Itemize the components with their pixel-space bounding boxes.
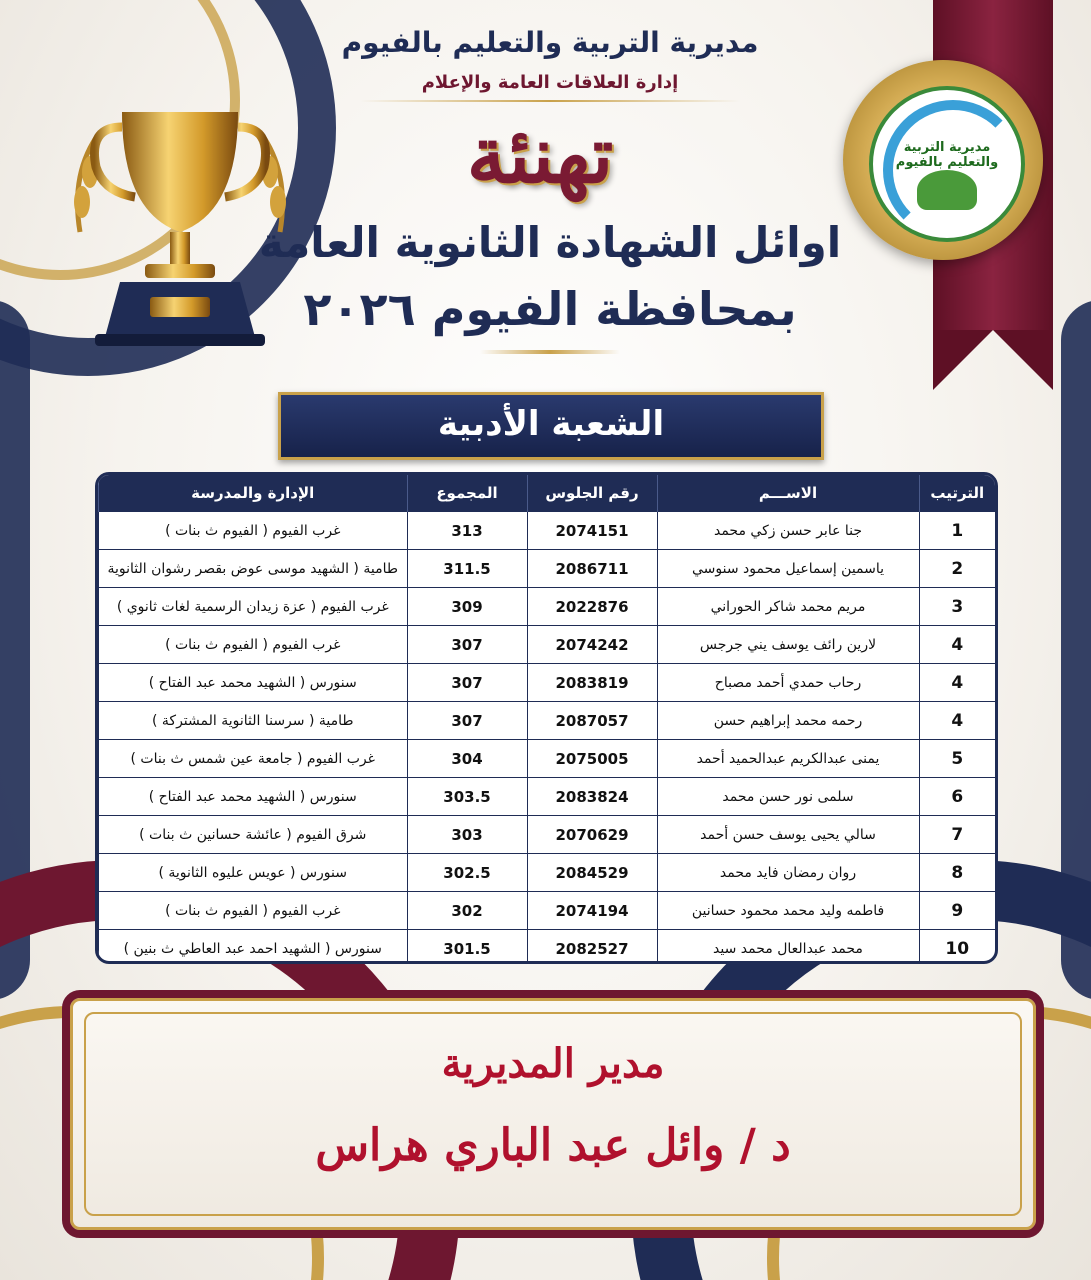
cell-rank: 5 bbox=[919, 740, 995, 778]
cell-total: 307 bbox=[407, 702, 527, 740]
table-row bbox=[99, 778, 996, 816]
column-header-seat-number: رقم الجلوس bbox=[527, 475, 657, 512]
cell-total: 304 bbox=[407, 740, 527, 778]
cell-name: محمد عبدالعال محمد سيد bbox=[657, 930, 919, 965]
cell-total: 307 bbox=[407, 664, 527, 702]
cell-total: 302 bbox=[407, 892, 527, 930]
results-table bbox=[95, 472, 998, 964]
cell-school: سنورس ( الشهيد محمد عبد الفتاح ) bbox=[99, 778, 408, 816]
cell-name: رحمه محمد إبراهيم حسن bbox=[657, 702, 919, 740]
cell-rank: 8 bbox=[919, 854, 995, 892]
cell-total: 303.5 bbox=[407, 778, 527, 816]
plant-icon bbox=[917, 170, 977, 210]
cell-total: 307 bbox=[407, 626, 527, 664]
table-row bbox=[99, 816, 996, 854]
cell-rank: 6 bbox=[919, 778, 995, 816]
cell-rank: 7 bbox=[919, 816, 995, 854]
cell-seat-number: 2082527 bbox=[527, 930, 657, 965]
department-heading: إدارة العلاقات العامة والإعلام bbox=[421, 72, 679, 93]
cell-school: غرب الفيوم ( الفيوم ث بنات ) bbox=[99, 626, 408, 664]
seal-text: مديرية التربية والتعليم بالفيوم bbox=[895, 140, 999, 170]
cell-rank: 4 bbox=[919, 626, 995, 664]
cell-total: 303 bbox=[407, 816, 527, 854]
page-subtitle: بمحافظة الفيوم ٢٠٢٦ bbox=[303, 282, 797, 336]
table-header-row bbox=[99, 475, 996, 512]
cell-rank: 1 bbox=[919, 512, 995, 550]
director-title: مدير المديرية bbox=[441, 1040, 665, 1087]
table-row bbox=[99, 664, 996, 702]
cell-school: غرب الفيوم ( الفيوم ث بنات ) bbox=[99, 512, 408, 550]
cell-seat-number: 2083819 bbox=[527, 664, 657, 702]
cell-school: شرق الفيوم ( عائشة حسانين ث بنات ) bbox=[99, 816, 408, 854]
director-name: د / وائل عبد الباري هراس bbox=[315, 1120, 791, 1171]
cell-name: لارين رائف يوسف يني جرجس bbox=[657, 626, 919, 664]
table-row bbox=[99, 550, 996, 588]
cell-school: غرب الفيوم ( عزة زيدان الرسمية لغات ثانوي ) bbox=[99, 588, 408, 626]
congratulations-title: تهنئة bbox=[466, 110, 614, 201]
cell-rank: 4 bbox=[919, 664, 995, 702]
column-header-total: المجموع bbox=[407, 475, 527, 512]
cell-seat-number: 2084529 bbox=[527, 854, 657, 892]
cell-name: رحاب حمدي أحمد مصباح bbox=[657, 664, 919, 702]
directorate-heading: مديرية التربية والتعليم بالفيوم bbox=[341, 26, 759, 59]
cell-seat-number: 2087057 bbox=[527, 702, 657, 740]
cell-school: غرب الفيوم ( الفيوم ث بنات ) bbox=[99, 892, 408, 930]
table-row bbox=[99, 930, 996, 965]
cell-rank: 10 bbox=[919, 930, 995, 965]
cell-school: سنورس ( الشهيد محمد عبد الفتاح ) bbox=[99, 664, 408, 702]
cell-seat-number: 2075005 bbox=[527, 740, 657, 778]
cell-seat-number: 2070629 bbox=[527, 816, 657, 854]
table-row bbox=[99, 702, 996, 740]
cell-school: طامية ( الشهيد موسى عوض بقصر رشوان الثانوية bbox=[99, 550, 408, 588]
signature-panel bbox=[62, 990, 1044, 1238]
section-label: الشعبة الأدبية bbox=[437, 404, 665, 444]
cell-total: 313 bbox=[407, 512, 527, 550]
cell-total: 301.5 bbox=[407, 930, 527, 965]
table-row bbox=[99, 892, 996, 930]
cell-school: سنورس ( عويس عليوه الثانوية ) bbox=[99, 854, 408, 892]
cell-seat-number: 2074242 bbox=[527, 626, 657, 664]
column-header-school: الإدارة والمدرسة bbox=[99, 475, 408, 512]
cell-rank: 2 bbox=[919, 550, 995, 588]
cell-school: سنورس ( الشهيد احمد عبد العاطي ث بنين ) bbox=[99, 930, 408, 965]
cell-rank: 4 bbox=[919, 702, 995, 740]
divider bbox=[480, 350, 620, 354]
page-title: اوائل الشهادة الثانوية العامة bbox=[258, 218, 842, 267]
table-row bbox=[99, 512, 996, 550]
divider bbox=[360, 100, 740, 102]
section-banner bbox=[278, 392, 824, 460]
cell-total: 311.5 bbox=[407, 550, 527, 588]
column-header-rank: الترتيب bbox=[919, 475, 995, 512]
cell-seat-number: 2022876 bbox=[527, 588, 657, 626]
cell-name: يمنى عبدالكريم عبدالحميد أحمد bbox=[657, 740, 919, 778]
cell-school: غرب الفيوم ( جامعة عين شمس ث بنات ) bbox=[99, 740, 408, 778]
cell-name: فاطمه وليد محمد محمود حسانين bbox=[657, 892, 919, 930]
column-header-name: الاســـم bbox=[657, 475, 919, 512]
directorate-seal-logo bbox=[843, 60, 1043, 260]
table-row bbox=[99, 626, 996, 664]
cell-rank: 9 bbox=[919, 892, 995, 930]
cell-rank: 3 bbox=[919, 588, 995, 626]
cell-name: سلمى نور حسن محمد bbox=[657, 778, 919, 816]
table-row bbox=[99, 854, 996, 892]
cell-total: 309 bbox=[407, 588, 527, 626]
cell-seat-number: 2074151 bbox=[527, 512, 657, 550]
cell-name: سالي يحيى يوسف حسن أحمد bbox=[657, 816, 919, 854]
cell-seat-number: 2086711 bbox=[527, 550, 657, 588]
table-row bbox=[99, 588, 996, 626]
cell-seat-number: 2074194 bbox=[527, 892, 657, 930]
table-body bbox=[99, 512, 996, 965]
cell-name: جنا عابر حسن زكي محمد bbox=[657, 512, 919, 550]
table-row bbox=[99, 740, 996, 778]
cell-name: مريم محمد شاكر الحوراني bbox=[657, 588, 919, 626]
cell-seat-number: 2083824 bbox=[527, 778, 657, 816]
cell-name: روان رمضان فايد محمد bbox=[657, 854, 919, 892]
cell-name: ياسمين إسماعيل محمود سنوسي bbox=[657, 550, 919, 588]
cell-total: 302.5 bbox=[407, 854, 527, 892]
cell-school: طامية ( سرسنا الثانوية المشتركة ) bbox=[99, 702, 408, 740]
